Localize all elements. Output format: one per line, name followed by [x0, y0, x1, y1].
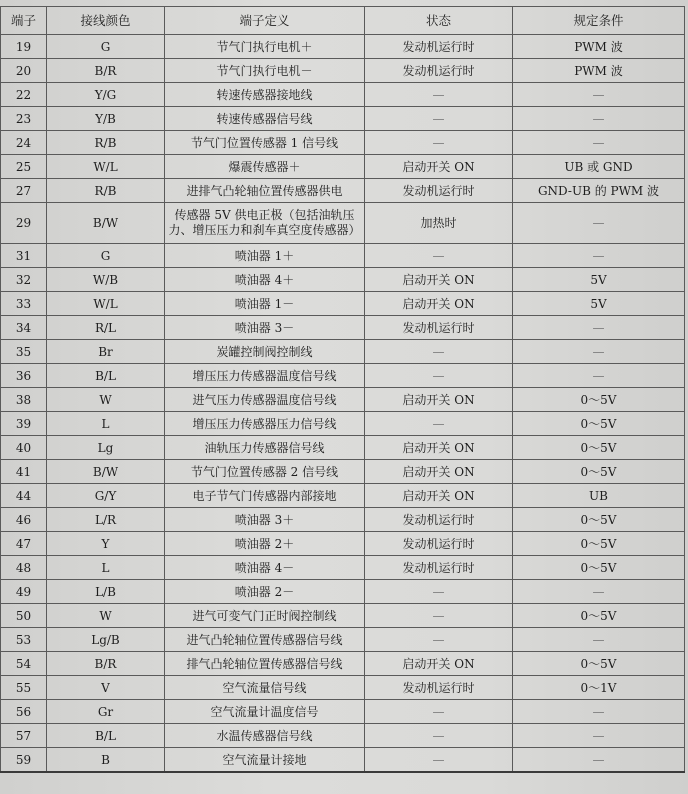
condition-cell: PWM 波	[513, 59, 685, 83]
pin-definition-cell: 节气门位置传感器 1 信号线	[165, 131, 365, 155]
header-specified-condition: 规定条件	[513, 7, 685, 35]
wire-color-cell: G/Y	[47, 484, 165, 508]
pin-definition-cell: 增压压力传感器压力信号线	[165, 412, 365, 436]
state-cell: —	[365, 748, 513, 773]
state-cell: 启动开关 ON	[365, 268, 513, 292]
condition-cell: —	[513, 316, 685, 340]
pin-cell: 57	[1, 724, 47, 748]
state-cell: 启动开关 ON	[365, 292, 513, 316]
table-row	[1, 155, 685, 179]
table-row	[1, 35, 685, 59]
state-cell: 加热时	[365, 203, 513, 244]
state-cell: —	[365, 580, 513, 604]
table-row	[1, 131, 685, 155]
table-row	[1, 724, 685, 748]
wire-color-cell: G	[47, 35, 165, 59]
condition-cell: 0～5V	[513, 652, 685, 676]
table-row	[1, 580, 685, 604]
wire-color-cell: W	[47, 604, 165, 628]
condition-cell: GND-UB 的 PWM 波	[513, 179, 685, 203]
header-pin-definition: 端子定义	[165, 7, 365, 35]
pin-cell: 22	[1, 83, 47, 107]
condition-cell: 0～5V	[513, 604, 685, 628]
table-row	[1, 107, 685, 131]
pin-cell: 54	[1, 652, 47, 676]
condition-cell: —	[513, 700, 685, 724]
table-row	[1, 268, 685, 292]
pin-cell: 53	[1, 628, 47, 652]
state-cell: 发动机运行时	[365, 59, 513, 83]
wire-color-cell: B/L	[47, 364, 165, 388]
state-cell: 发动机运行时	[365, 179, 513, 203]
pin-cell: 48	[1, 556, 47, 580]
pin-definition-cell: 喷油器 4－	[165, 556, 365, 580]
state-cell: —	[365, 340, 513, 364]
pin-definition-cell: 喷油器 4＋	[165, 268, 365, 292]
pin-cell: 25	[1, 155, 47, 179]
pin-cell: 24	[1, 131, 47, 155]
state-cell: 启动开关 ON	[365, 436, 513, 460]
state-cell: 发动机运行时	[365, 676, 513, 700]
wire-color-cell: R/B	[47, 131, 165, 155]
condition-cell: 0～1V	[513, 676, 685, 700]
wire-color-cell: L/R	[47, 508, 165, 532]
pin-definition-cell: 电子节气门传感器内部接地	[165, 484, 365, 508]
wire-color-cell: B/R	[47, 59, 165, 83]
pin-cell: 38	[1, 388, 47, 412]
pin-definition-cell: 油轨压力传感器信号线	[165, 436, 365, 460]
state-cell: —	[365, 131, 513, 155]
condition-cell: 0～5V	[513, 532, 685, 556]
table-row	[1, 59, 685, 83]
pin-definition-cell: 喷油器 3－	[165, 316, 365, 340]
condition-cell: PWM 波	[513, 35, 685, 59]
state-cell: 启动开关 ON	[365, 652, 513, 676]
state-cell: 发动机运行时	[365, 556, 513, 580]
state-cell: —	[365, 107, 513, 131]
state-cell: —	[365, 412, 513, 436]
condition-cell: 5V	[513, 292, 685, 316]
state-cell: —	[365, 700, 513, 724]
condition-cell: —	[513, 364, 685, 388]
pin-cell: 20	[1, 59, 47, 83]
pin-cell: 34	[1, 316, 47, 340]
pin-definition-cell: 节气门执行电机＋	[165, 35, 365, 59]
pin-definition-cell: 喷油器 1－	[165, 292, 365, 316]
condition-cell: 0～5V	[513, 412, 685, 436]
pin-definition-cell: 进气压力传感器温度信号线	[165, 388, 365, 412]
wire-color-cell: Br	[47, 340, 165, 364]
pin-definition-cell: 节气门执行电机－	[165, 59, 365, 83]
header-state: 状态	[365, 7, 513, 35]
state-cell: 发动机运行时	[365, 316, 513, 340]
header-wire-color: 接线颜色	[47, 7, 165, 35]
table-header-row	[1, 7, 685, 35]
condition-cell: 0～5V	[513, 436, 685, 460]
pin-definition-cell: 炭罐控制阀控制线	[165, 340, 365, 364]
table-row	[1, 436, 685, 460]
state-cell: 启动开关 ON	[365, 460, 513, 484]
state-cell: 发动机运行时	[365, 35, 513, 59]
pin-cell: 36	[1, 364, 47, 388]
table-row	[1, 628, 685, 652]
pin-cell: 31	[1, 244, 47, 268]
pin-definition-cell: 喷油器 2＋	[165, 532, 365, 556]
wire-color-cell: B	[47, 748, 165, 773]
condition-cell: —	[513, 83, 685, 107]
condition-cell: —	[513, 203, 685, 244]
pin-definition-cell: 转速传感器接地线	[165, 83, 365, 107]
pin-cell: 27	[1, 179, 47, 203]
table-row	[1, 364, 685, 388]
table-row	[1, 203, 685, 244]
state-cell: 发动机运行时	[365, 508, 513, 532]
wire-color-cell: Y/B	[47, 107, 165, 131]
pin-definition-cell: 进气可变气门正时阀控制线	[165, 604, 365, 628]
pin-definition-cell: 喷油器 1＋	[165, 244, 365, 268]
table-row	[1, 388, 685, 412]
condition-cell: UB 或 GND	[513, 155, 685, 179]
pin-cell: 29	[1, 203, 47, 244]
pin-definition-cell: 喷油器 2－	[165, 580, 365, 604]
table-row	[1, 292, 685, 316]
pin-cell: 33	[1, 292, 47, 316]
wire-color-cell: Lg	[47, 436, 165, 460]
pin-definition-cell: 增压压力传感器温度信号线	[165, 364, 365, 388]
pin-cell: 23	[1, 107, 47, 131]
wire-color-cell: B/W	[47, 203, 165, 244]
condition-cell: —	[513, 340, 685, 364]
pin-definition-cell: 爆震传感器＋	[165, 155, 365, 179]
wire-color-cell: W	[47, 388, 165, 412]
condition-cell: UB	[513, 484, 685, 508]
wire-color-cell: Gr	[47, 700, 165, 724]
pin-definition-cell: 节气门位置传感器 2 信号线	[165, 460, 365, 484]
table-row	[1, 179, 685, 203]
state-cell: 发动机运行时	[365, 532, 513, 556]
pin-definition-cell: 进气凸轮轴位置传感器信号线	[165, 628, 365, 652]
state-cell: —	[365, 724, 513, 748]
pin-cell: 35	[1, 340, 47, 364]
wire-color-cell: B/W	[47, 460, 165, 484]
wire-color-cell: Y/G	[47, 83, 165, 107]
table-row	[1, 83, 685, 107]
table-row	[1, 604, 685, 628]
state-cell: —	[365, 244, 513, 268]
table-row	[1, 748, 685, 773]
pin-cell: 49	[1, 580, 47, 604]
pin-definition-cell: 空气流量计温度信号	[165, 700, 365, 724]
condition-cell: —	[513, 628, 685, 652]
condition-cell: —	[513, 131, 685, 155]
header-pin: 端子	[1, 7, 47, 35]
table-row	[1, 412, 685, 436]
pin-definition-cell: 水温传感器信号线	[165, 724, 365, 748]
pin-cell: 19	[1, 35, 47, 59]
state-cell: —	[365, 604, 513, 628]
wire-color-cell: R/B	[47, 179, 165, 203]
state-cell: 启动开关 ON	[365, 155, 513, 179]
pin-cell: 32	[1, 268, 47, 292]
condition-cell: 0～5V	[513, 388, 685, 412]
table-row	[1, 556, 685, 580]
condition-cell: 0～5V	[513, 508, 685, 532]
pin-cell: 50	[1, 604, 47, 628]
table-row	[1, 700, 685, 724]
condition-cell: —	[513, 748, 685, 773]
state-cell: —	[365, 628, 513, 652]
wire-color-cell: B/L	[47, 724, 165, 748]
condition-cell: —	[513, 244, 685, 268]
pin-definition-cell: 空气流量计接地	[165, 748, 365, 773]
table-row	[1, 316, 685, 340]
table-row	[1, 508, 685, 532]
wire-color-cell: B/R	[47, 652, 165, 676]
condition-cell: —	[513, 724, 685, 748]
wire-color-cell: Y	[47, 532, 165, 556]
wire-color-cell: W/L	[47, 292, 165, 316]
condition-cell: 0～5V	[513, 556, 685, 580]
pin-cell: 55	[1, 676, 47, 700]
pin-definition-table	[0, 6, 685, 773]
pin-cell: 44	[1, 484, 47, 508]
pin-cell: 59	[1, 748, 47, 773]
condition-cell: 5V	[513, 268, 685, 292]
table-row	[1, 532, 685, 556]
pin-cell: 40	[1, 436, 47, 460]
pin-definition-cell: 进排气凸轮轴位置传感器供电	[165, 179, 365, 203]
state-cell: —	[365, 83, 513, 107]
wire-color-cell: V	[47, 676, 165, 700]
pin-cell: 47	[1, 532, 47, 556]
wire-color-cell: L/B	[47, 580, 165, 604]
table-row	[1, 652, 685, 676]
pin-definition-cell: 传感器 5V 供电正极（包括油轨压力、增压压力和刹车真空度传感器）	[165, 203, 365, 244]
state-cell: —	[365, 364, 513, 388]
state-cell: 启动开关 ON	[365, 388, 513, 412]
pin-definition-cell: 排气凸轮轴位置传感器信号线	[165, 652, 365, 676]
pin-definition-cell: 空气流量信号线	[165, 676, 365, 700]
condition-cell: —	[513, 580, 685, 604]
wire-color-cell: L	[47, 556, 165, 580]
wire-color-cell: L	[47, 412, 165, 436]
table-row	[1, 460, 685, 484]
table-row	[1, 484, 685, 508]
pin-cell: 56	[1, 700, 47, 724]
condition-cell: 0～5V	[513, 460, 685, 484]
pin-definition-cell: 转速传感器信号线	[165, 107, 365, 131]
table-row	[1, 244, 685, 268]
wire-color-cell: G	[47, 244, 165, 268]
pin-cell: 41	[1, 460, 47, 484]
table-row	[1, 340, 685, 364]
wire-color-cell: W/L	[47, 155, 165, 179]
pin-cell: 46	[1, 508, 47, 532]
wire-color-cell: R/L	[47, 316, 165, 340]
condition-cell: —	[513, 107, 685, 131]
pin-definition-cell: 喷油器 3＋	[165, 508, 365, 532]
table-row	[1, 676, 685, 700]
wire-color-cell: W/B	[47, 268, 165, 292]
pin-cell: 39	[1, 412, 47, 436]
state-cell: 启动开关 ON	[365, 484, 513, 508]
wire-color-cell: Lg/B	[47, 628, 165, 652]
